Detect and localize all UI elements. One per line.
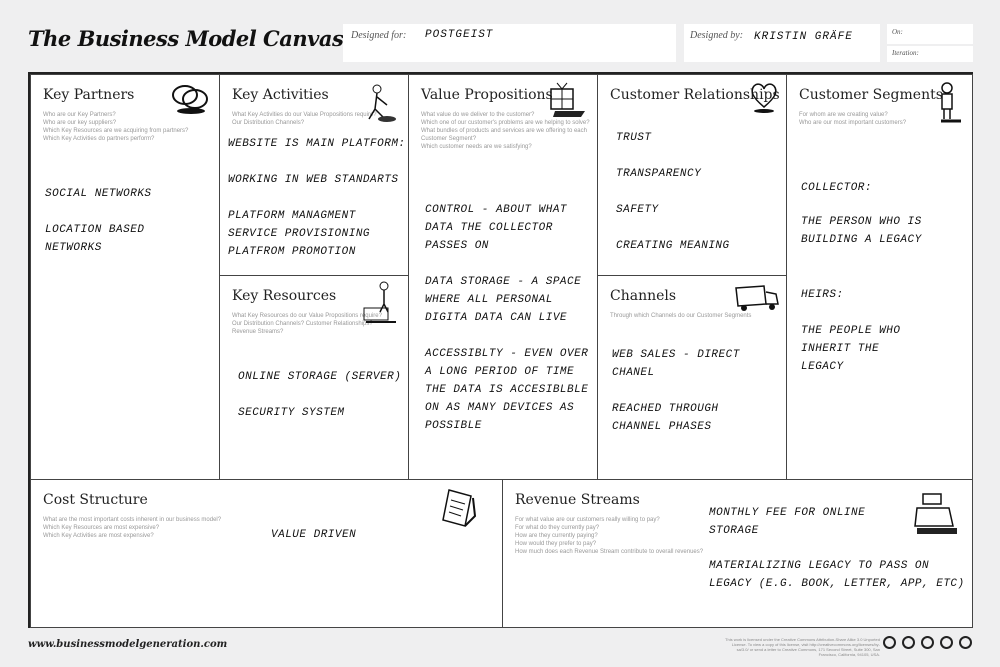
value-propositions-block[interactable]	[408, 74, 598, 480]
delivery-truck-icon	[732, 282, 782, 316]
block-title: Cost Structure	[43, 492, 148, 508]
designed-by-field[interactable]	[684, 24, 880, 62]
note: SECURITY SYSTEM	[238, 407, 345, 419]
note: LOCATION BASED NETWORKS	[45, 224, 145, 254]
note: SOCIAL NETWORKS	[45, 188, 152, 200]
note: SAFETY	[616, 204, 659, 216]
key-partners-block[interactable]	[30, 74, 220, 480]
block-questions: Who are our Key Partners? Who are our key suppliers? Which Key Resources are we acquiring from partners? Which Key Activities do partners perform?	[43, 112, 189, 142]
invoice-icon	[441, 486, 485, 530]
license-text: This work is licensed under the Creative Commons Attribution-Share Alike 3.0 Unported License. To view a copy of this license, visit http://creativecommons.org/licenses/by-sa/3.0/ or send a letter to Creative Commons, 171 Second Street, Suite 300, San Francisco, California, 94105, USA.	[725, 637, 880, 657]
note: TRUST	[616, 132, 652, 144]
attribution-icon	[959, 636, 972, 649]
designed-for-field[interactable]	[343, 24, 676, 62]
cc-icon	[883, 636, 896, 649]
sa-icon	[921, 636, 934, 649]
note: CONTROL - ABOUT WHAT DATA THE COLLECTOR PASSES ON	[425, 204, 568, 252]
chain-links-icon	[169, 81, 211, 117]
note: MATERIALIZING LEGACY TO PASS ON LEGACY (E.G. BOOK, LETTER, APP, ETC)	[709, 560, 965, 590]
iteration-label: Iteration:	[892, 49, 919, 57]
by-icon	[902, 636, 915, 649]
customer-relationships-block[interactable]	[597, 74, 787, 276]
share-icon	[940, 636, 953, 649]
block-questions: What Key Resources do our Value Propositions require? Our Distribution Channels? Customer Relationships? Revenue Streams?	[232, 313, 382, 335]
note: TRANSPARENCY	[616, 168, 702, 180]
block-questions: For whom are we creating value? Who are our most important customers?	[799, 112, 907, 126]
gift-box-icon	[547, 81, 589, 121]
page-title: The Business Model Canvas	[28, 26, 344, 51]
note: THE PERSON WHO IS BUILDING A LEGACY	[801, 216, 922, 246]
block-questions: For what value are our customers really willing to pay? For what do they currently pay? How are they currently paying? How would they prefer to pay? How much does each Revenue Stream contribute to overall revenues?	[515, 517, 704, 555]
worker-icon	[365, 83, 397, 123]
note: HEIRS:	[801, 289, 844, 301]
block-title: Channels	[610, 288, 677, 304]
worker-with-crate-icon	[360, 280, 400, 324]
channels-block[interactable]	[597, 275, 787, 480]
block-questions: What are the most important costs inherent in our business model? Which Key Resources are most expensive? Which Key Activities are most expensive?	[43, 517, 222, 539]
block-questions: Through which Channels do our Customer Segments	[610, 313, 752, 319]
note: DATA STORAGE - A SPACE WHERE ALL PERSONAL DIGITA DATA CAN LIVE	[425, 276, 582, 324]
block-title: Value Propositions	[421, 87, 553, 103]
note: ONLINE STORAGE (SERVER)	[238, 371, 402, 383]
block-title: Revenue Streams	[515, 492, 640, 508]
person-icon	[935, 81, 963, 125]
revenue-streams-block[interactable]	[502, 479, 973, 628]
block-title: Key Partners	[43, 87, 135, 103]
block-questions: What Key Activities do our Value Propositions require? Our Distribution Channels?	[232, 112, 377, 126]
block-title: Key Resources	[232, 288, 337, 304]
note: THE PEOPLE WHO INHERIT THE LEGACY	[801, 325, 901, 373]
note: WEB SALES - DIRECT CHANEL	[612, 349, 740, 379]
note: MONTHLY FEE FOR ONLINE STORAGE	[709, 507, 866, 537]
website-link[interactable]: www.businessmodelgeneration.com	[28, 639, 228, 650]
note: WORKING IN WEB STANDARTS	[228, 174, 399, 186]
key-resources-block[interactable]	[219, 275, 409, 480]
designed-by-value: KRISTIN GRÄFE	[754, 31, 853, 43]
canvas-grid	[28, 72, 973, 628]
designed-for-value: POSTGEIST	[425, 29, 494, 41]
note: REACHED THROUGH CHANNEL PHASES	[612, 403, 719, 433]
note: VALUE DRIVEN	[271, 529, 357, 541]
note: COLLECTOR:	[801, 182, 873, 194]
designed-for-label: Designed for:	[351, 30, 407, 41]
heart-icon	[748, 81, 780, 115]
iteration-field[interactable]	[887, 46, 973, 62]
cost-structure-block[interactable]	[30, 479, 503, 628]
note: WEBSITE IS MAIN PLATFORM:	[228, 138, 406, 150]
block-title: Customer Segments	[799, 87, 943, 103]
block-questions: What value do we deliver to the customer? Which one of our customer's problems are we helping to solve? What bundles of products and services are we offering to each Customer Segment? Which customer needs are we satisfying?	[421, 112, 590, 150]
designed-by-label: Designed by:	[690, 30, 744, 41]
cash-register-icon	[913, 490, 961, 538]
key-activities-block[interactable]	[219, 74, 409, 276]
customer-segments-block[interactable]	[786, 74, 973, 480]
note: CREATING MEANING	[616, 240, 730, 252]
on-label: On:	[892, 28, 903, 36]
block-title: Customer Relationships	[610, 87, 780, 103]
block-title: Key Activities	[232, 87, 329, 103]
note: ACCESSIBLTY - EVEN OVER A LONG PERIOD OF TIME THE DATA IS ACCESIBLBLE ON AS MANY DEVICES AS POSSIBLE	[425, 348, 589, 432]
note: PLATFORM MANAGMENT SERVICE PROVISIONING PLATFROM PROMOTION	[228, 210, 371, 258]
date-field[interactable]	[887, 24, 973, 44]
